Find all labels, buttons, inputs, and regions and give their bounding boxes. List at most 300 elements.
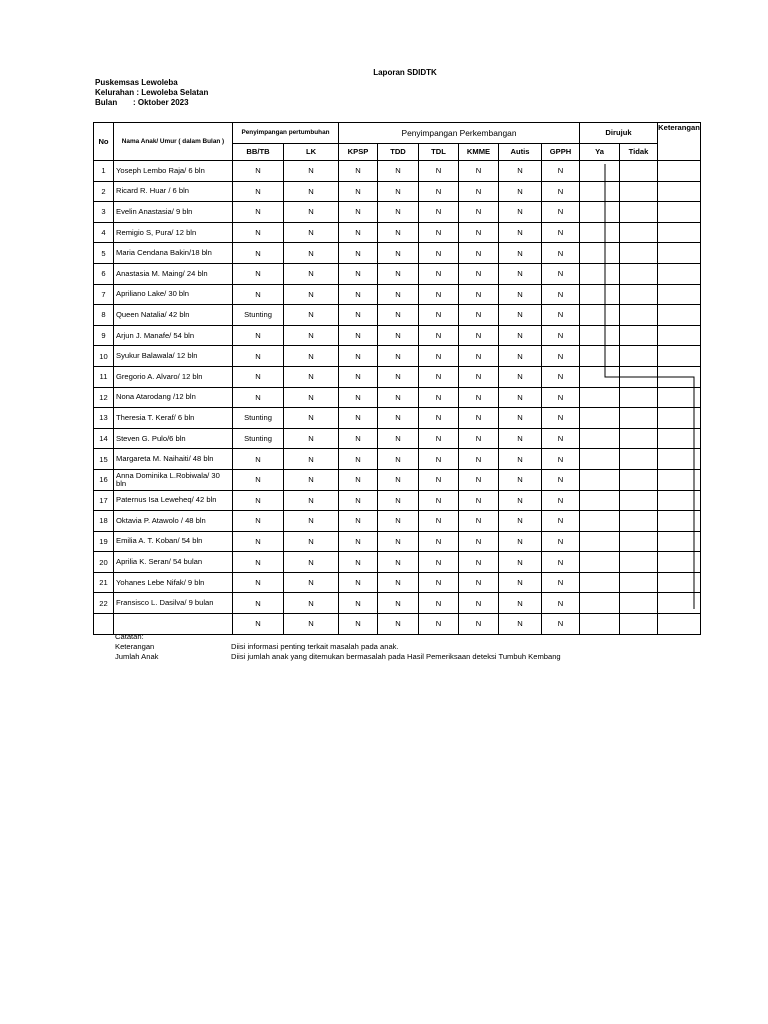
row-no: 20	[94, 552, 114, 573]
sub-col-tidak: Tidak	[620, 144, 658, 161]
sub-col-tdl: TDL	[419, 144, 459, 161]
row-empty-cell	[620, 325, 658, 346]
row-no: 7	[94, 284, 114, 305]
row-value: N	[339, 449, 378, 470]
row-value: N	[284, 263, 339, 284]
row-name: Arjun J. Manafe/ 54 bln	[114, 325, 233, 346]
row-value: N	[542, 181, 580, 202]
row-value: N	[542, 593, 580, 614]
row-value: N	[419, 243, 459, 264]
row-value: N	[459, 490, 499, 511]
row-value: N	[419, 614, 459, 635]
row-value: N	[339, 572, 378, 593]
row-name: Apriliano Lake/ 30 bln	[114, 284, 233, 305]
row-empty-cell	[580, 593, 620, 614]
row-value: Stunting	[233, 408, 284, 429]
row-empty-cell	[620, 449, 658, 470]
row-value: N	[284, 325, 339, 346]
table-row	[94, 552, 701, 573]
row-value: N	[378, 552, 419, 573]
notes-heading: Catatan:	[115, 632, 144, 641]
row-empty-cell	[658, 511, 701, 532]
row-value: N	[459, 469, 499, 490]
row-value: N	[542, 552, 580, 573]
row-empty-cell	[580, 161, 620, 182]
table-row	[94, 181, 701, 202]
row-value: N	[459, 346, 499, 367]
row-value: Stunting	[233, 305, 284, 326]
row-value: N	[542, 531, 580, 552]
header-kelurahan: Kelurahan : Lewoleba Selatan	[95, 88, 209, 97]
sub-col-gpph: GPPH	[542, 144, 580, 161]
row-value: N	[499, 552, 542, 573]
row-name: Oktavia P. Atawolo / 48 bln	[114, 511, 233, 532]
row-value: N	[419, 222, 459, 243]
row-no: 6	[94, 263, 114, 284]
row-empty-cell	[580, 181, 620, 202]
table-row	[94, 263, 701, 284]
row-value: N	[419, 449, 459, 470]
row-value: N	[233, 346, 284, 367]
row-value: N	[339, 531, 378, 552]
row-value: N	[542, 408, 580, 429]
row-value: N	[459, 263, 499, 284]
row-value: N	[378, 263, 419, 284]
row-value: N	[419, 284, 459, 305]
row-value: N	[339, 346, 378, 367]
row-empty-cell	[620, 243, 658, 264]
row-value: N	[419, 387, 459, 408]
row-value: N	[378, 428, 419, 449]
sub-col-bb-tb: BB/TB	[233, 144, 284, 161]
row-name: Syukur Balawala/ 12 bln	[114, 346, 233, 367]
row-empty-cell	[620, 490, 658, 511]
row-name: Yohanes Lebe Nifak/ 9 bln	[114, 572, 233, 593]
row-value: N	[499, 614, 542, 635]
row-value: N	[378, 325, 419, 346]
row-no: 14	[94, 428, 114, 449]
row-no: 3	[94, 202, 114, 223]
row-value: N	[499, 305, 542, 326]
row-empty-cell	[658, 449, 701, 470]
row-value: Stunting	[233, 428, 284, 449]
sub-col-lk: LK	[284, 144, 339, 161]
row-empty-cell	[658, 469, 701, 490]
row-empty-cell	[658, 305, 701, 326]
row-value: N	[542, 449, 580, 470]
row-empty-cell	[580, 490, 620, 511]
row-name: Gregorio A. Alvaro/ 12 bln	[114, 366, 233, 387]
note-jumlah-anak: Jumlah Anak Diisi jumlah anak yang ditemukan bermasalah pada Hasil Pemeriksaan deteksi Tumbuh Kembang	[115, 652, 561, 661]
row-empty-cell	[580, 222, 620, 243]
row-empty-cell	[620, 428, 658, 449]
row-empty-cell	[620, 161, 658, 182]
row-empty-cell	[580, 305, 620, 326]
row-value: N	[233, 387, 284, 408]
row-value: N	[233, 552, 284, 573]
row-value: N	[284, 181, 339, 202]
table-row	[94, 428, 701, 449]
row-value: N	[419, 428, 459, 449]
row-empty-cell	[658, 490, 701, 511]
row-no: 16	[94, 469, 114, 490]
row-value: N	[284, 614, 339, 635]
sub-col-kmme: KMME	[459, 144, 499, 161]
col-name: Nama Anak/ Umur ( dalam Bulan )	[114, 123, 233, 161]
row-value: N	[499, 325, 542, 346]
sdidtk-table	[93, 122, 701, 635]
row-empty-cell	[620, 263, 658, 284]
row-value: N	[339, 614, 378, 635]
row-empty-cell	[658, 161, 701, 182]
table-row	[94, 469, 701, 490]
row-empty-cell	[580, 614, 620, 635]
row-empty-cell	[658, 428, 701, 449]
row-value: N	[233, 511, 284, 532]
row-value: N	[378, 614, 419, 635]
col-no: No	[94, 123, 114, 161]
row-no: 10	[94, 346, 114, 367]
row-value: N	[339, 202, 378, 223]
row-name: Fransisco L. Dasilva/ 9 bulan	[114, 593, 233, 614]
row-value: N	[499, 161, 542, 182]
row-empty-cell	[658, 284, 701, 305]
row-empty-cell	[658, 387, 701, 408]
row-empty-cell	[580, 449, 620, 470]
col-keterangan: Keterangan	[658, 123, 701, 161]
row-value: N	[378, 161, 419, 182]
row-no: 19	[94, 531, 114, 552]
row-value: N	[459, 511, 499, 532]
row-value: N	[499, 469, 542, 490]
row-value: N	[542, 305, 580, 326]
header-bulan: Bulan : Oktober 2023	[95, 98, 189, 107]
sub-col-ya: Ya	[580, 144, 620, 161]
row-empty-cell	[580, 284, 620, 305]
row-value: N	[339, 428, 378, 449]
row-value: N	[419, 531, 459, 552]
row-empty-cell	[580, 572, 620, 593]
row-value: N	[499, 387, 542, 408]
row-value: N	[459, 325, 499, 346]
row-value: N	[339, 222, 378, 243]
row-empty-cell	[620, 614, 658, 635]
row-value: N	[233, 614, 284, 635]
row-value: N	[284, 161, 339, 182]
table-row	[94, 387, 701, 408]
row-no: 1	[94, 161, 114, 182]
row-no: 18	[94, 511, 114, 532]
row-value: N	[339, 490, 378, 511]
row-name: Yoseph Lembo Raja/ 6 bln	[114, 161, 233, 182]
row-value: N	[419, 511, 459, 532]
table-row	[94, 572, 701, 593]
row-no: 21	[94, 572, 114, 593]
row-value: N	[378, 572, 419, 593]
row-value: N	[419, 161, 459, 182]
row-value: N	[499, 593, 542, 614]
row-empty-cell	[580, 469, 620, 490]
row-value: N	[284, 408, 339, 429]
row-empty-cell	[620, 346, 658, 367]
row-value: N	[499, 408, 542, 429]
row-value: N	[499, 572, 542, 593]
row-value: N	[284, 449, 339, 470]
row-empty-cell	[620, 469, 658, 490]
row-no: 15	[94, 449, 114, 470]
row-empty-cell	[658, 222, 701, 243]
row-value: N	[419, 572, 459, 593]
table-row	[94, 531, 701, 552]
row-no: 9	[94, 325, 114, 346]
table-row	[94, 284, 701, 305]
row-no: 11	[94, 366, 114, 387]
row-value: N	[499, 222, 542, 243]
row-value: N	[542, 263, 580, 284]
row-value: N	[542, 469, 580, 490]
row-value: N	[499, 346, 542, 367]
row-empty-cell	[658, 593, 701, 614]
row-name: Remigio S, Pura/ 12 bln	[114, 222, 233, 243]
table-row	[94, 161, 701, 182]
row-value: N	[542, 284, 580, 305]
row-value: N	[419, 408, 459, 429]
row-value: N	[542, 490, 580, 511]
row-value: N	[378, 408, 419, 429]
row-value: N	[378, 202, 419, 223]
row-empty-cell	[658, 408, 701, 429]
table-row	[94, 305, 701, 326]
row-no: 22	[94, 593, 114, 614]
row-value: N	[459, 222, 499, 243]
row-empty-cell	[620, 284, 658, 305]
row-no	[94, 614, 114, 635]
row-value: N	[378, 490, 419, 511]
row-name: Margareta M. Naihaiti/ 48 bln	[114, 449, 233, 470]
row-name: Nona Atarodang /12 bln	[114, 387, 233, 408]
row-name: Queen Natalia/ 42 bln	[114, 305, 233, 326]
row-value: N	[542, 614, 580, 635]
group-referred: Dirujuk	[580, 123, 658, 144]
row-name: Maria Cendana Bakin/18 bln	[114, 243, 233, 264]
row-value: N	[499, 284, 542, 305]
row-value: N	[233, 284, 284, 305]
row-value: N	[339, 593, 378, 614]
row-value: N	[233, 449, 284, 470]
row-value: N	[339, 469, 378, 490]
row-value: N	[233, 593, 284, 614]
row-value: N	[233, 161, 284, 182]
sub-col-kpsp: KPSP	[339, 144, 378, 161]
row-value: N	[378, 387, 419, 408]
row-value: N	[459, 428, 499, 449]
row-empty-cell	[658, 552, 701, 573]
row-value: N	[419, 346, 459, 367]
row-value: N	[284, 202, 339, 223]
row-value: N	[459, 284, 499, 305]
row-value: N	[233, 222, 284, 243]
row-empty-cell	[620, 202, 658, 223]
row-value: N	[339, 263, 378, 284]
row-value: N	[378, 531, 419, 552]
row-value: N	[339, 181, 378, 202]
row-value: N	[459, 305, 499, 326]
table-row	[94, 449, 701, 470]
row-empty-cell	[580, 387, 620, 408]
row-empty-cell	[620, 181, 658, 202]
row-empty-cell	[658, 325, 701, 346]
row-empty-cell	[580, 346, 620, 367]
row-value: N	[542, 243, 580, 264]
report-header	[95, 78, 208, 108]
row-name: Ricard R. Huar / 6 bln	[114, 181, 233, 202]
sub-col-autis: Autis	[499, 144, 542, 161]
row-value: N	[378, 511, 419, 532]
table-row	[94, 408, 701, 429]
row-value: N	[378, 366, 419, 387]
row-value: N	[419, 181, 459, 202]
row-value: N	[233, 243, 284, 264]
row-empty-cell	[658, 366, 701, 387]
table-row	[94, 346, 701, 367]
row-no: 4	[94, 222, 114, 243]
row-value: N	[542, 366, 580, 387]
row-empty-cell	[620, 531, 658, 552]
row-empty-cell	[580, 325, 620, 346]
row-empty-cell	[658, 614, 701, 635]
row-value: N	[378, 305, 419, 326]
row-value: N	[459, 161, 499, 182]
row-value: N	[233, 181, 284, 202]
row-value: N	[378, 346, 419, 367]
row-empty-cell	[580, 202, 620, 223]
row-value: N	[499, 263, 542, 284]
group-growth: Penyimpangan pertumbuhan	[233, 123, 339, 144]
row-value: N	[284, 243, 339, 264]
row-value: N	[459, 572, 499, 593]
table-row	[94, 202, 701, 223]
row-value: N	[284, 552, 339, 573]
row-value: N	[339, 408, 378, 429]
row-value: N	[284, 531, 339, 552]
table-row	[94, 511, 701, 532]
row-value: N	[339, 511, 378, 532]
row-value: N	[459, 366, 499, 387]
row-value: N	[284, 305, 339, 326]
row-value: N	[233, 325, 284, 346]
row-value: N	[459, 243, 499, 264]
row-name: Theresia T. Keraf/ 6 bln	[114, 408, 233, 429]
row-value: N	[499, 181, 542, 202]
row-name: Evelin Anastasia/ 9 bln	[114, 202, 233, 223]
row-value: N	[419, 305, 459, 326]
row-value: N	[419, 490, 459, 511]
row-value: N	[284, 366, 339, 387]
row-value: N	[339, 387, 378, 408]
row-empty-cell	[658, 346, 701, 367]
row-empty-cell	[620, 387, 658, 408]
table-row	[94, 325, 701, 346]
row-value: N	[378, 593, 419, 614]
row-value: N	[542, 387, 580, 408]
row-value: N	[459, 449, 499, 470]
row-no: 5	[94, 243, 114, 264]
row-value: N	[499, 449, 542, 470]
row-value: N	[233, 469, 284, 490]
row-no: 17	[94, 490, 114, 511]
row-empty-cell	[658, 181, 701, 202]
row-value: N	[233, 531, 284, 552]
table-row	[94, 593, 701, 614]
row-value: N	[499, 202, 542, 223]
row-empty-cell	[658, 202, 701, 223]
row-value: N	[542, 428, 580, 449]
notes	[115, 632, 561, 662]
row-value: N	[459, 614, 499, 635]
row-value: N	[233, 263, 284, 284]
row-value: N	[459, 181, 499, 202]
row-value: N	[378, 469, 419, 490]
row-empty-cell	[658, 263, 701, 284]
row-value: N	[284, 572, 339, 593]
row-value: N	[459, 202, 499, 223]
row-value: N	[339, 284, 378, 305]
row-empty-cell	[620, 552, 658, 573]
row-empty-cell	[620, 593, 658, 614]
row-value: N	[499, 243, 542, 264]
row-value: N	[419, 366, 459, 387]
row-value: N	[284, 469, 339, 490]
table-row	[94, 243, 701, 264]
row-value: N	[233, 572, 284, 593]
row-value: N	[284, 222, 339, 243]
row-no: 8	[94, 305, 114, 326]
row-empty-cell	[580, 366, 620, 387]
row-value: N	[233, 202, 284, 223]
row-value: N	[499, 490, 542, 511]
row-empty-cell	[620, 572, 658, 593]
row-value: N	[339, 243, 378, 264]
note-keterangan: Keterangan Diisi informasi penting terkait masalah pada anak.	[115, 642, 399, 651]
row-empty-cell	[658, 243, 701, 264]
row-value: N	[233, 366, 284, 387]
row-value: N	[499, 531, 542, 552]
row-value: N	[542, 572, 580, 593]
row-value: N	[499, 366, 542, 387]
row-name: Steven G. Pulo/6 bln	[114, 428, 233, 449]
row-no: 12	[94, 387, 114, 408]
row-empty-cell	[620, 408, 658, 429]
row-empty-cell	[580, 408, 620, 429]
row-empty-cell	[620, 305, 658, 326]
row-name: Paternus Isa Leweheq/ 42 bln	[114, 490, 233, 511]
row-value: N	[339, 552, 378, 573]
row-value: N	[284, 511, 339, 532]
row-name: Anastasia M. Maing/ 24 bln	[114, 263, 233, 284]
row-value: N	[378, 181, 419, 202]
row-value: N	[499, 511, 542, 532]
row-value: N	[542, 346, 580, 367]
row-value: N	[378, 449, 419, 470]
row-value: N	[542, 511, 580, 532]
row-value: N	[419, 263, 459, 284]
row-value: N	[378, 284, 419, 305]
row-empty-cell	[580, 511, 620, 532]
row-value: N	[378, 243, 419, 264]
table-row	[94, 490, 701, 511]
row-value: N	[419, 552, 459, 573]
row-value: N	[339, 161, 378, 182]
